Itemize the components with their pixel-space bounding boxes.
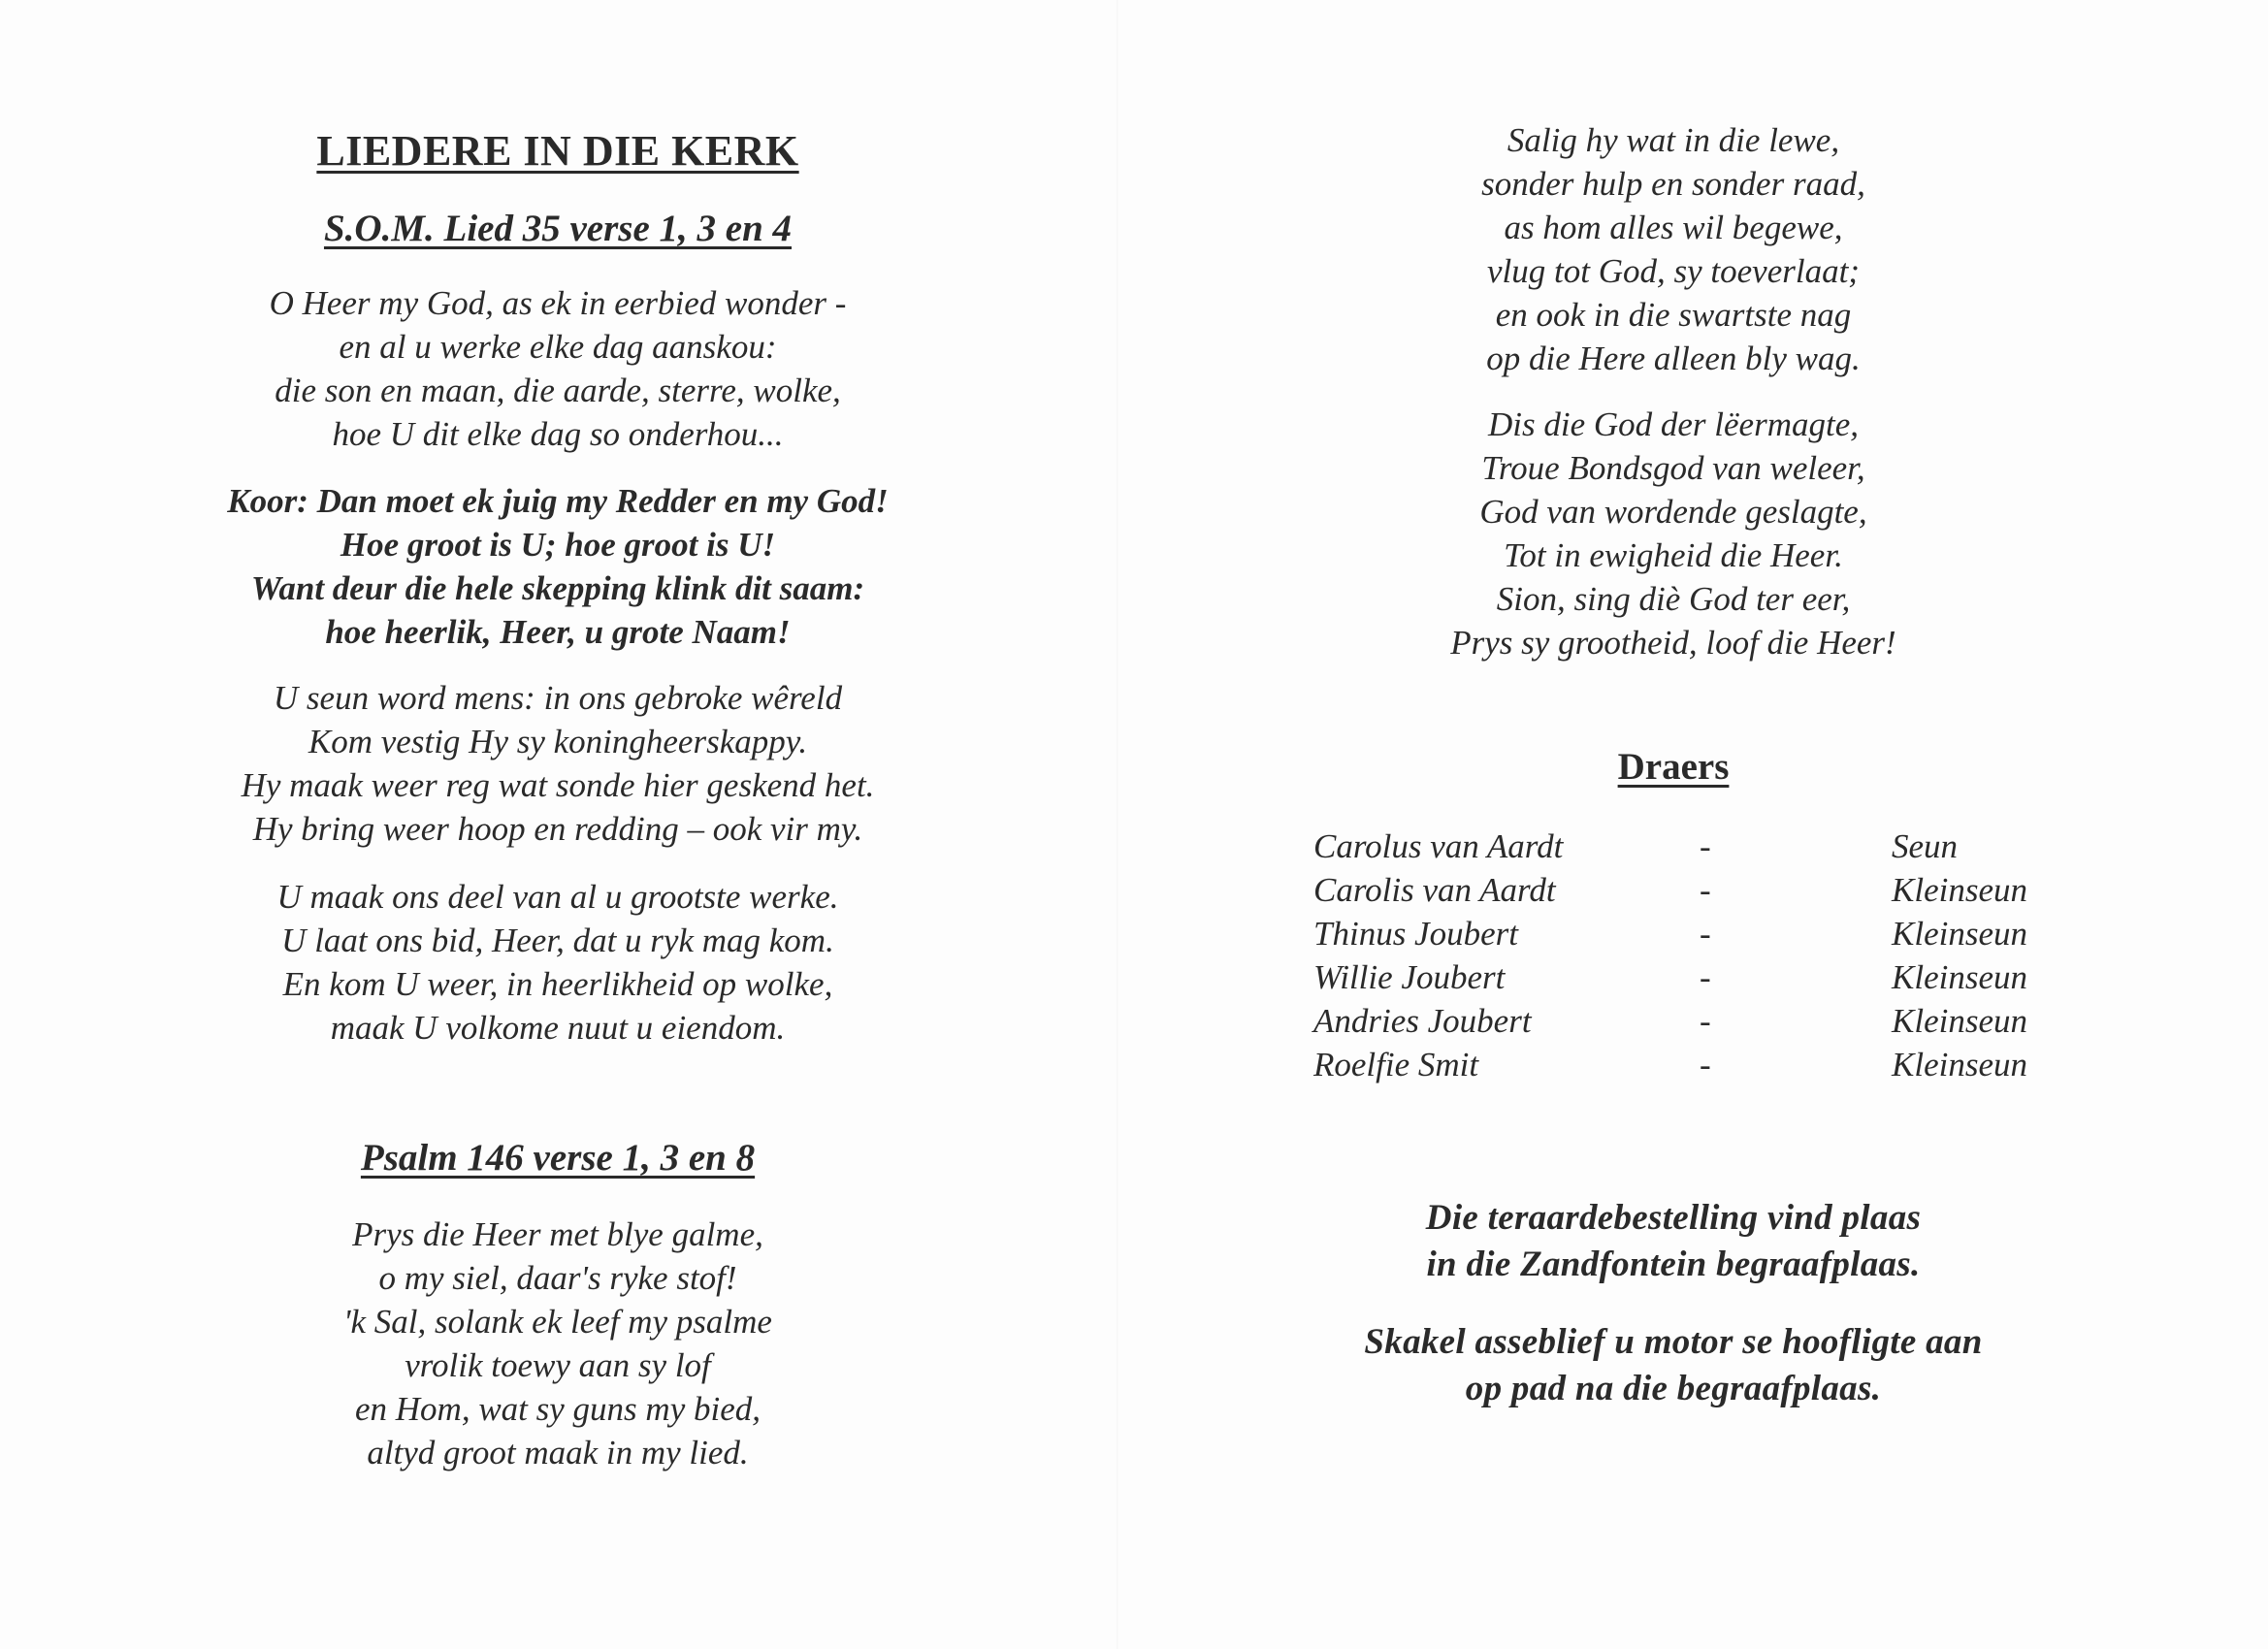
bearer-row xyxy=(1313,824,2090,868)
verse-line: en ook in die swartste nag xyxy=(1495,296,1852,334)
hymn1-chorus xyxy=(0,479,1116,654)
hymn2-heading: Psalm 146 verse 1, 3 en 8 xyxy=(360,1137,756,1179)
headlights-notice xyxy=(1116,1319,2231,1412)
hymn2-verse1 xyxy=(0,1212,1116,1474)
bearer-row xyxy=(1313,912,2090,955)
verse-line: 'k Sal, solank ek leef my psalme xyxy=(343,1303,772,1341)
bearer-name: Willie Joubert xyxy=(1313,958,1506,996)
hymn1-verse1 xyxy=(0,281,1116,456)
verse-line: Hy bring weer hoop en redding – ook vir my. xyxy=(252,810,863,848)
bearer-row xyxy=(1313,1043,2090,1086)
verse-line: Salig hy wat in die lewe, xyxy=(1507,121,1840,159)
notice-line: Skakel asseblief u motor se hoofligte aan xyxy=(1364,1322,1983,1362)
verse-line: Hy maak weer reg wat sonde hier geskend het. xyxy=(241,766,875,804)
chorus-line: Koor: Dan moet ek juig my Redder en my God! xyxy=(227,482,889,520)
bearer-row xyxy=(1313,955,2090,999)
left-page xyxy=(0,0,1116,1649)
bearer-name: Thinus Joubert xyxy=(1313,915,1518,953)
verse-line: hoe U dit elke dag so onderhou... xyxy=(332,415,784,453)
verse-line: Prys sy grootheid, loof die Heer! xyxy=(1450,624,1896,662)
bearers-heading: Draers xyxy=(1617,746,1730,788)
bearer-row xyxy=(1313,999,2090,1043)
verse-line: sonder hulp en sonder raad, xyxy=(1481,165,1865,203)
verse-line: God van wordende geslagte, xyxy=(1479,493,1867,531)
verse-line: Troue Bondsgod van weleer, xyxy=(1481,449,1865,487)
notice-line: Die teraardebestelling vind plaas xyxy=(1425,1198,1922,1238)
verse-line: U seun word mens: in ons gebroke wêreld xyxy=(273,679,843,717)
bearer-dash: - xyxy=(1700,827,1711,865)
verse-line: en Hom, wat sy guns my bied, xyxy=(354,1390,761,1428)
bearer-dash: - xyxy=(1700,1046,1711,1083)
verse-line: maak U volkome nuut u eiendom. xyxy=(330,1009,786,1047)
bearer-role: Kleinseun xyxy=(1892,871,2027,909)
bearer-dash: - xyxy=(1700,958,1711,996)
verse-line: Kom vestig Hy sy koningheerskappy. xyxy=(308,723,808,760)
verse-line: altyd groot maak in my lied. xyxy=(367,1434,749,1471)
verse-line: O Heer my God, as ek in eerbied wonder - xyxy=(269,284,847,322)
bearer-name: Carolus van Aardt xyxy=(1313,827,1564,865)
bearer-row xyxy=(1313,868,2090,912)
chorus-line: Hoe groot is U; hoe groot is U! xyxy=(340,526,776,564)
bearer-name: Andries Joubert xyxy=(1313,1002,1532,1040)
verse-line: U laat ons bid, Heer, dat u ryk mag kom. xyxy=(281,922,834,959)
notice-line: in die Zandfontein begraafplaas. xyxy=(1426,1245,1921,1284)
burial-notice xyxy=(1116,1195,2231,1288)
verse-line: Dis die God der lëermagte, xyxy=(1487,405,1859,443)
bearer-name: Carolis van Aardt xyxy=(1313,871,1556,909)
bearer-role: Kleinseun xyxy=(1892,1046,2027,1083)
verse-line: vrolik toewy aan sy lof xyxy=(405,1346,711,1384)
verse-line: Prys die Heer met blye galme, xyxy=(352,1215,763,1253)
verse-line: U maak ons deel van al u grootste werke. xyxy=(276,878,839,916)
verse-line: en al u werke elke dag aanskou: xyxy=(339,328,777,366)
verse-line: o my siel, daar's ryke stof! xyxy=(378,1259,737,1297)
verse-line: En kom U weer, in heerlikheid op wolke, xyxy=(282,965,833,1003)
verse-line: Sion, sing diè God ter eer, xyxy=(1496,580,1851,618)
hymn2-verse3 xyxy=(1116,403,2231,664)
hymn2-verse2 xyxy=(1116,118,2231,380)
chorus-line: hoe heerlik, Heer, u grote Naam! xyxy=(325,613,791,651)
bearer-role: Kleinseun xyxy=(1892,915,2027,953)
program-title: LIEDERE IN DIE KERK xyxy=(316,127,799,175)
bearers-list xyxy=(1313,824,2090,1086)
bearer-dash: - xyxy=(1700,871,1711,909)
verse-line: vlug tot God, sy toeverlaat; xyxy=(1487,252,1860,290)
bearer-dash: - xyxy=(1700,915,1711,953)
bearer-dash: - xyxy=(1700,1002,1711,1040)
verse-line: Tot in ewigheid die Heer. xyxy=(1504,536,1843,574)
chorus-line: Want deur die hele skepping klink dit saam: xyxy=(250,569,865,607)
bearer-role: Seun xyxy=(1892,827,1959,865)
verse-line: as hom alles wil begewe, xyxy=(1504,209,1843,246)
hymn1-verse3 xyxy=(0,875,1116,1050)
bearer-role: Kleinseun xyxy=(1892,958,2027,996)
hymn1-heading: S.O.M. Lied 35 verse 1, 3 en 4 xyxy=(323,208,793,249)
verse-line: die son en maan, die aarde, sterre, wolke, xyxy=(275,372,841,409)
hymn1-verse2 xyxy=(0,676,1116,851)
notice-line: op pad na die begraafplaas. xyxy=(1465,1369,1882,1408)
verse-line: op die Here alleen bly wag. xyxy=(1486,340,1861,377)
bearer-role: Kleinseun xyxy=(1892,1002,2027,1040)
bearer-name: Roelfie Smit xyxy=(1313,1046,1479,1083)
